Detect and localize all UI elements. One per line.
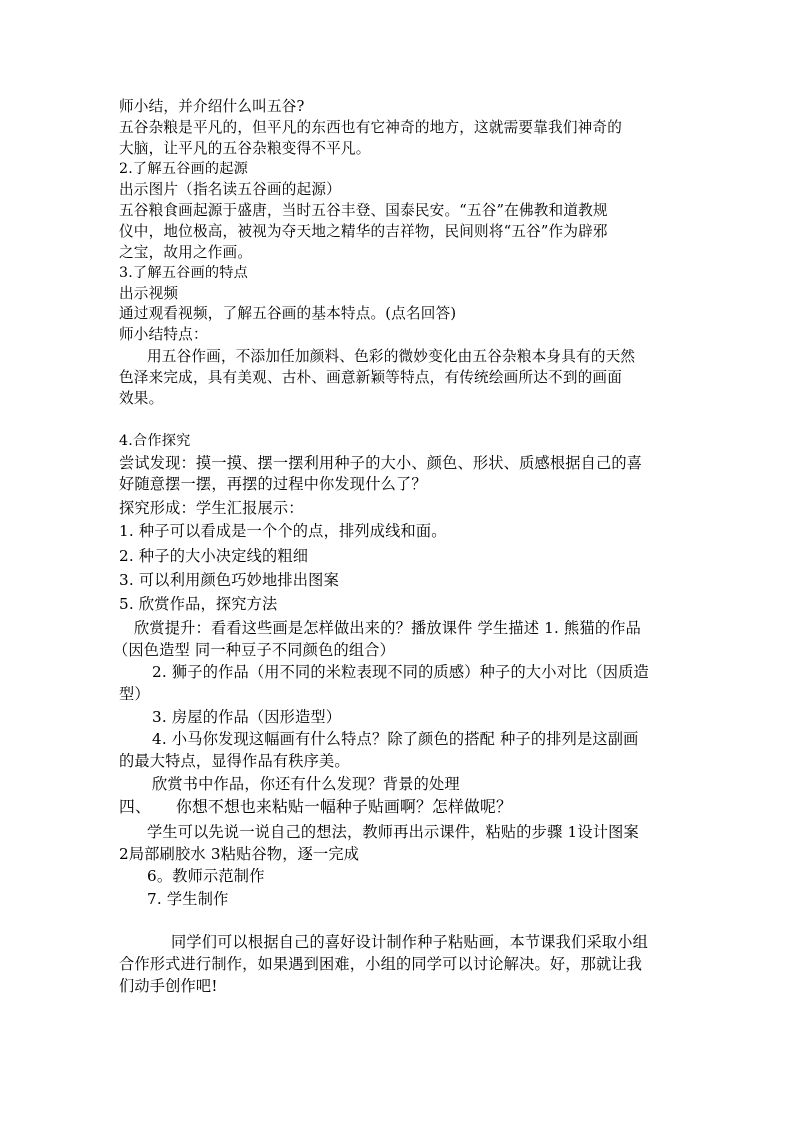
section-heading: 4.合作探究 bbox=[119, 433, 191, 449]
list-item: 2. 狮子的作品（用不同的米粒表现不同的质感）种子的大小对比（因质造 bbox=[152, 663, 649, 681]
text-line: 色泽来完成，具有美观、古朴、画意新颖等特点，有传统绘画所达不到的画面 bbox=[119, 369, 622, 386]
list-item: 6。教师示范制作 bbox=[147, 867, 265, 885]
text-line: 型） bbox=[119, 685, 150, 703]
text-line: 尝试发现：摸一摸、摆一摆利用种子的大小、颜色、形状、质感根据自己的喜 bbox=[119, 454, 643, 472]
section-heading: 2.了解五谷画的起源 bbox=[119, 161, 249, 177]
list-item: 3. 可以利用颜色巧妙地排出图案 bbox=[119, 571, 339, 589]
text-line: 同学们可以根据自己的喜好设计制作种子粘贴画，本节课我们采取小组 bbox=[171, 933, 649, 951]
text-line: 效果。 bbox=[119, 390, 164, 407]
text-line: （因色造型 同一种豆子不同颜色的组合） bbox=[113, 641, 396, 659]
text-line: 欣赏提升：看看这些画是怎样做出来的？播放课件 学生描述 1. 熊猫的作品 bbox=[134, 619, 641, 637]
list-item: 2. 种子的大小决定线的粗细 bbox=[119, 547, 309, 565]
text-line: 的最大特点，显得作品有秩序美。 bbox=[119, 752, 350, 770]
text-line: 用五谷作画，不添加任加颜料、色彩的微妙变化由五谷杂粮本身具有的天然 bbox=[147, 348, 636, 365]
section-heading: 5. 欣赏作品，探究方法 bbox=[119, 595, 278, 613]
text-line: 通过观看视频，了解五谷画的基本特点。(点名回答) bbox=[119, 305, 457, 322]
text-line: 师小结特点： bbox=[119, 326, 208, 343]
text-line: 欣赏书中作品，你还有什么发现？背景的处理 bbox=[152, 775, 460, 793]
text-line: 出示图片（指名读五谷画的起源） bbox=[119, 181, 341, 198]
section-heading: 3.了解五谷画的特点 bbox=[119, 265, 249, 281]
text-line: 们动手创作吧! bbox=[119, 977, 218, 995]
section-number: 四、 bbox=[119, 797, 151, 816]
text-line: 大脑，让平凡的五谷杂粮变得不平凡。 bbox=[119, 140, 371, 157]
text-line: 五谷杂粮是平凡的，但平凡的东西也有它神奇的地方，这就需要靠我们神奇的 bbox=[119, 119, 622, 136]
list-item: 1. 种子可以看成是一个个的点，排列成线和面。 bbox=[119, 522, 447, 540]
list-item: 4. 小马你发现这幅画有什么特点？除了颜色的搭配 种子的排列是这副画 bbox=[152, 730, 639, 748]
text-line: 学生可以先说一说自己的想法，教师再出示课件，粘贴的步骤 1设计图案 bbox=[147, 823, 639, 841]
text-line: 好随意摆一摆，再摆的过程中你发现什么了？ bbox=[119, 475, 427, 493]
text-line: 之宝，故用之作画。 bbox=[119, 244, 253, 261]
text-line: 五谷粮食画起源于盛唐，当时五谷丰登、国泰民安。“五谷”在佛教和道教规 bbox=[119, 202, 608, 219]
text-line: 出示视频 bbox=[119, 285, 179, 302]
text-line: 师小结，并介绍什么叫五谷? bbox=[119, 98, 305, 115]
text-line: 探究形成：学生汇报展示： bbox=[119, 499, 304, 517]
text-line: 合作形式进行制作，如果遇到困难，小组的同学可以讨论解决。好，那就让我 bbox=[119, 955, 643, 973]
text-line: 仪中，地位极高，被视为夺天地之精华的吉祥物，民间则将“五谷”作为辟邪 bbox=[119, 223, 608, 240]
list-item: 7. 学生制作 bbox=[147, 890, 229, 908]
text-line: 2局部刷胶水 3粘贴谷物，逐一完成 bbox=[119, 845, 360, 863]
list-item: 3. 房屋的作品（因形造型） bbox=[152, 708, 342, 726]
section-heading: 你想不想也来粘贴一幅种子贴画啊？怎样做呢？ bbox=[176, 797, 512, 816]
